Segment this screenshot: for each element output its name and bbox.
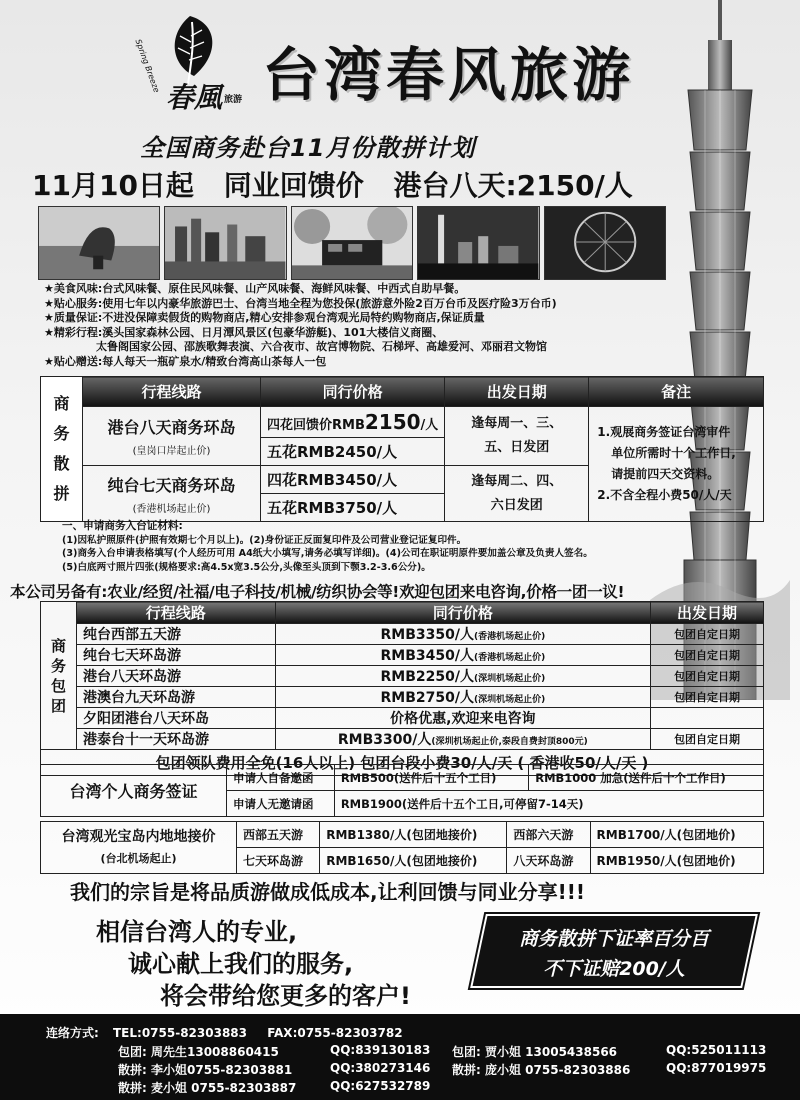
headline-price bbox=[32, 164, 653, 204]
contact-footer: 连络方式: TEL:0755-82303883 FAX:0755-82303782 包团: 周先生13008860415 QQ:839130183 散拼: 李小姐0755-82303881 QQ:380273146 散拼: 麦小姐 0755-82303887 QQ:627532789 包团: 贾小姐 13005438566 QQ:525011113 散拼: 庞小姐 0755-82303886 QQ:877019975 bbox=[0, 1014, 800, 1100]
mission-statement: 我们的宗旨是将品质游做成低成本,让利回馈与同业分享!!! bbox=[70, 880, 585, 904]
mountain-train-photo bbox=[291, 206, 413, 280]
price-cell: 四花RMB3450/人 bbox=[261, 466, 445, 494]
business-tour-table bbox=[40, 376, 764, 522]
headline-offer: 港台八天:2150/人 bbox=[393, 169, 633, 202]
table-row: 夕阳团港台八天环岛 价格优惠,欢迎来电咨询 bbox=[41, 708, 764, 729]
group-side-label: 商 务 包 团 bbox=[41, 602, 77, 750]
local-route: 西部五天游 bbox=[237, 822, 320, 848]
feature-row: ★质量保证:不进没保障卖假货的购物商店,精心安排参观台湾观光局特约购物商店,保证质量 bbox=[44, 311, 485, 325]
sub-title: 全国商务赴台11月份散拼计划 bbox=[140, 134, 476, 162]
slogan-line: 相信台湾人的专业, bbox=[96, 918, 298, 946]
contact-phone[interactable]: 贾小姐 13005438566 bbox=[485, 1045, 618, 1059]
visa-type: 申请人无邀请函 bbox=[227, 791, 335, 817]
feature-row: ★精彩行程:溪头国家森林公园、日月潭风景区(包豪华游艇)、101大楼信义商圈、 bbox=[44, 325, 444, 339]
local-ground-table bbox=[40, 821, 764, 874]
price-cell: 五花RMB3750/人 bbox=[261, 494, 445, 522]
date-cell: 逢每周二、四、 六日发团 bbox=[445, 466, 589, 522]
notes-cell: 1.观展商务签证台湾审件 单位所需时十个工作日, 请提前四天交资料。 2.不含全程小费50/人/天 bbox=[589, 407, 764, 522]
feature-row: ★美食风味:台式风味餐、原住民风味餐、山产风味餐、海鲜风味餐、中西式自助早餐。 bbox=[44, 282, 466, 295]
feature-row: ★贴心赠送:每人每天一瓶矿泉水/精致台湾高山茶每人一包 bbox=[44, 354, 327, 368]
fax-number: FAX:0755-82303782 bbox=[267, 1026, 403, 1040]
visa-type: 申请人自备邀函 bbox=[227, 765, 335, 791]
local-price: RMB1380/人(包团地接价) bbox=[320, 822, 507, 848]
price-cell: 四花回馈价RMB2150/人 bbox=[261, 407, 445, 438]
association-notice: 本公司另备有:农业/经贸/社福/电子科技/机械/纺织协会等!欢迎包团来电咨询,价格一团一议! bbox=[10, 583, 625, 601]
feature-list bbox=[44, 282, 684, 370]
header-price: 同行价格 bbox=[261, 377, 445, 407]
contact-qq: QQ:380273146 bbox=[330, 1061, 431, 1075]
group-header-price: 同行价格 bbox=[275, 602, 651, 624]
logo-brand-text: 春風 bbox=[166, 81, 223, 114]
visa-detail: RMB500(送件后十五个工日) bbox=[334, 765, 528, 791]
header-note: 备注 bbox=[589, 377, 764, 407]
visa-detail: RMB1900(送件后十五个工日,可停留7-14天) bbox=[334, 791, 763, 817]
local-price: RMB1650/人(包团地接价) bbox=[320, 848, 507, 874]
local-route: 八天环岛游 bbox=[507, 848, 590, 874]
contact-phone[interactable]: 庞小姐 0755-82303886 bbox=[485, 1063, 631, 1077]
local-price: RMB1700/人(包团地价) bbox=[590, 822, 763, 848]
city-night-photo bbox=[417, 206, 539, 280]
table-row: 港台八天环岛游 RMB2250/人(深圳机场起止价) 包团自定日期 bbox=[41, 666, 764, 687]
table-row: 港澳台九天环岛游 RMB2750/人(深圳机场起止价) 包团自定日期 bbox=[41, 687, 764, 708]
route-cell: 纯台七天商务环岛 (香港机场起止价) bbox=[83, 466, 261, 522]
feature-row: ★贴心服务:使用七年以内豪华旅游巴士、台湾当地全程为您投保(旅游意外险2百万台币及医疗险3万台币) bbox=[44, 296, 557, 310]
photo-strip bbox=[38, 206, 666, 280]
group-header-route: 行程线路 bbox=[77, 602, 276, 624]
contact-phone[interactable]: 周先生13008860415 bbox=[151, 1045, 279, 1059]
header-route: 行程线路 bbox=[83, 377, 261, 407]
table-row: 纯台西部五天游 RMB3350/人(香港机场起止价) 包团自定日期 bbox=[41, 624, 764, 645]
route-cell: 港台八天商务环岛 (皇岗口岸起止价) bbox=[83, 407, 261, 466]
contact-qq: QQ:525011113 bbox=[666, 1043, 767, 1057]
business-side-label: 商 务 散 拼 bbox=[41, 377, 83, 522]
visa-requirements: 一、申请商务入台证材料: (1)因私护照原件(护照有效期七个月以上)。(2)身份证正反面复印件及公司营业登记证复印件。 (3)商务入台申请表格填写(个人经历可用 A4纸大小填写,请务必填写详细)。(4)公司在职证明原件要加盖公章及负责人签名。 (5)白底两寸照片四张(规格要求:高4.5x宽3.5公分,头像至头顶到下颚3.2-3.6公分)。 bbox=[62, 520, 593, 573]
header-date: 出发日期 bbox=[445, 377, 589, 407]
table-row: 纯台七天环岛游 RMB3450/人(香港机场起止价) 包团自定日期 bbox=[41, 645, 764, 666]
visa-extra: RMB1000 加急(送件后十个工作日) bbox=[529, 765, 764, 791]
local-title: 台湾观光宝岛内地地接价 (台北机场起止) bbox=[41, 822, 237, 874]
contact-phone[interactable]: 麦小姐 0755-82303887 bbox=[151, 1081, 297, 1095]
harbor-city-photo bbox=[164, 206, 286, 280]
ferris-wheel-photo bbox=[544, 206, 666, 280]
company-logo bbox=[133, 8, 250, 114]
logo-brand-sub: 旅游 bbox=[224, 95, 243, 105]
contact-qq: QQ:627532789 bbox=[330, 1079, 431, 1093]
headline-start: 11月10日起 bbox=[32, 169, 194, 202]
group-footer: 包团领队费用全免(16人以上) 包团台段小费30/人/天 ( 香港收50/人/天 ) bbox=[41, 750, 764, 776]
guarantee-badge: 商务散拼下证率百分百 不下证赔200/人 bbox=[478, 914, 750, 988]
slogan-line: 将会带给您更多的客户! bbox=[160, 982, 411, 1010]
tel-number[interactable]: TEL:0755-82303883 bbox=[113, 1026, 248, 1040]
personal-visa-table bbox=[40, 764, 764, 817]
main-title: 台湾春风旅游 bbox=[262, 41, 635, 109]
price-cell: 五花RMB2450/人 bbox=[261, 438, 445, 466]
coast-rock-photo bbox=[38, 206, 160, 280]
table-row: 港泰台十一天环岛游 RMB3300/人(深圳机场起止价,泰段自费封顶800元) 包团自定日期 bbox=[41, 729, 764, 750]
local-route: 西部六天游 bbox=[507, 822, 590, 848]
contact-phone[interactable]: 李小姐0755-82303881 bbox=[151, 1063, 293, 1077]
visa-title: 台湾个人商务签证 bbox=[41, 765, 227, 817]
slogan-line: 诚心献上我们的服务, bbox=[128, 950, 354, 978]
date-cell: 逢每周一、三、 五、日发团 bbox=[445, 407, 589, 466]
feature-row: 太鲁阁国家公园、邵族歌舞表演、六合夜市、故宫博物院、石梯坪、高雄爱河、邓丽君文物馆 bbox=[96, 340, 547, 354]
local-route: 七天环岛游 bbox=[237, 848, 320, 874]
local-price: RMB1950/人(包团地价) bbox=[590, 848, 763, 874]
logo-english-text: Spring Breeze bbox=[133, 38, 162, 94]
group-tour-table bbox=[40, 601, 764, 776]
group-header-date: 出发日期 bbox=[651, 602, 764, 624]
headline-label: 同业回馈价 bbox=[223, 169, 364, 202]
contact-qq: QQ:839130183 bbox=[330, 1043, 431, 1057]
contact-qq: QQ:877019975 bbox=[666, 1061, 767, 1075]
